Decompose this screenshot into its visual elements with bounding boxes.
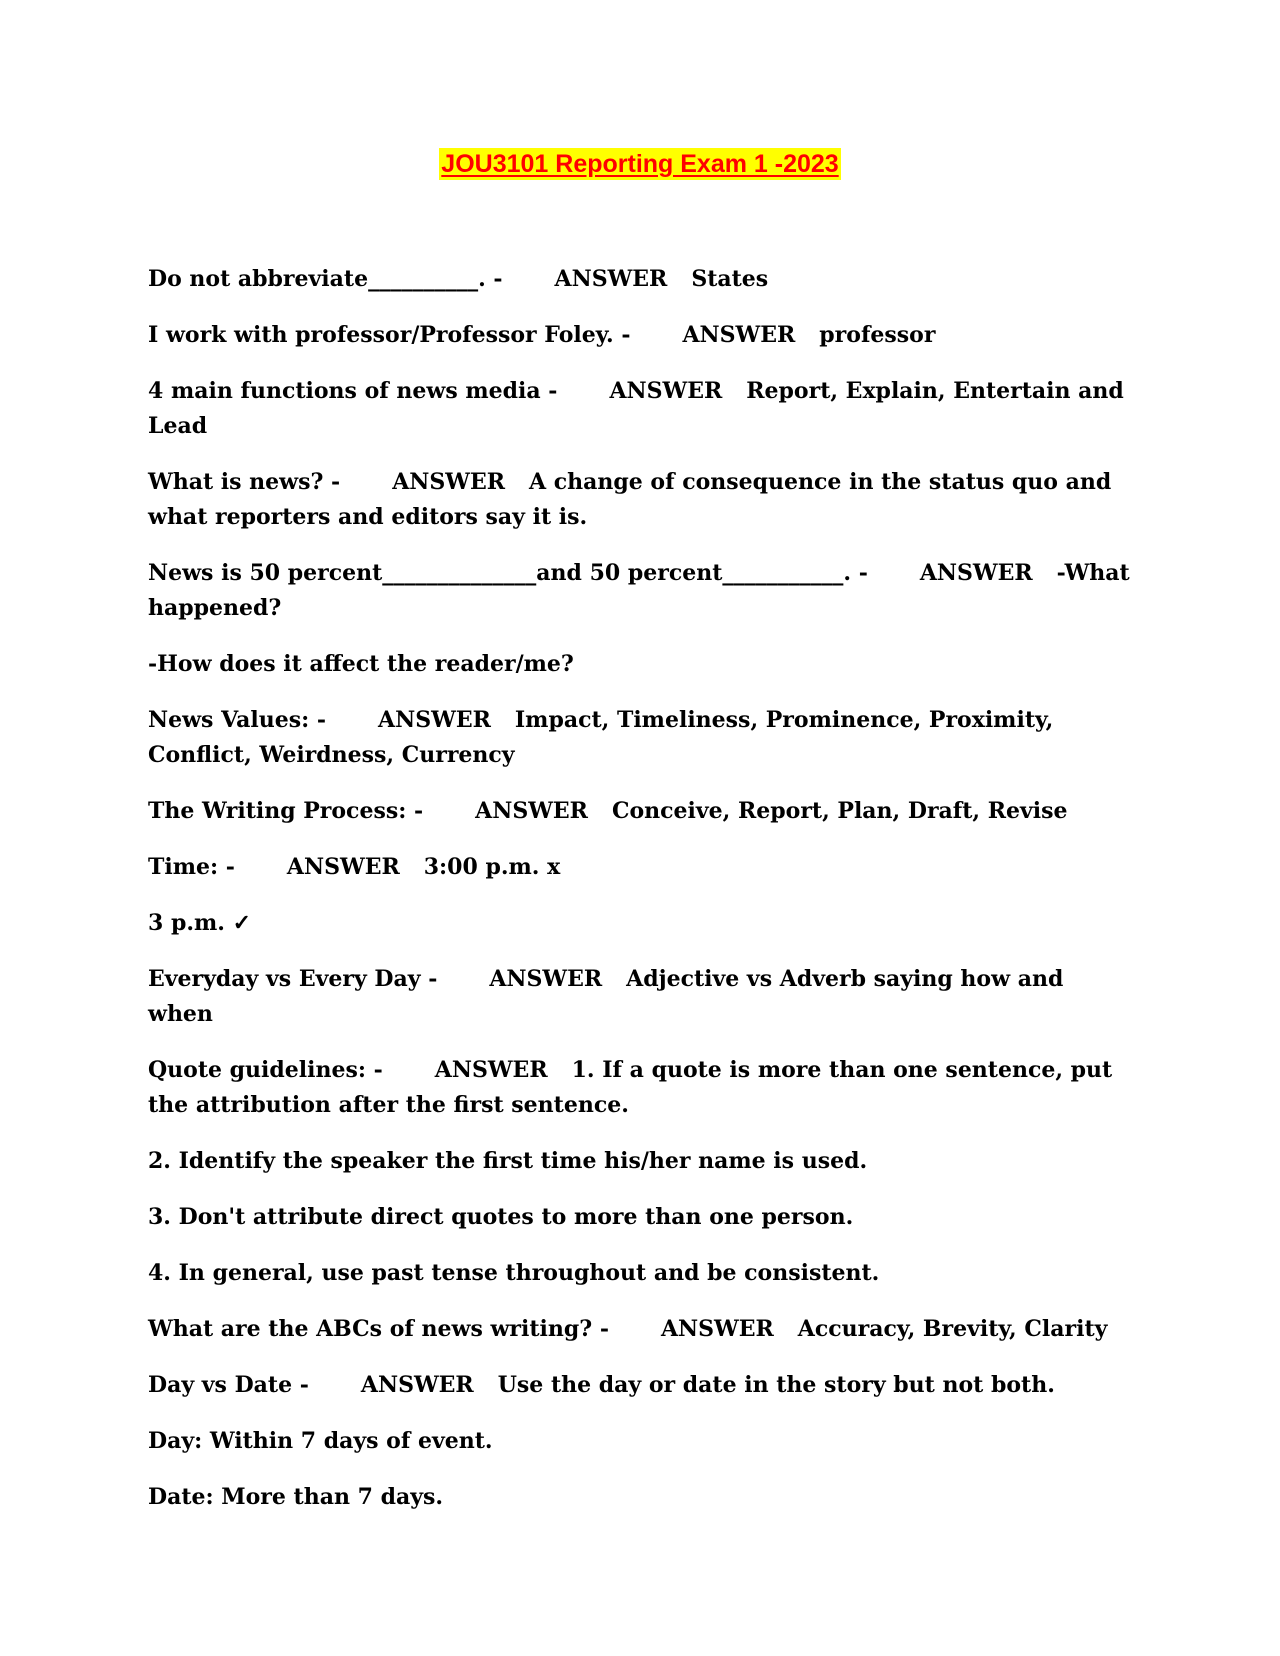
- answer-text: -What happened?: [148, 560, 1130, 621]
- answer-text: A change of consequence in the status quo and what reporters and editors say it is.: [148, 469, 1112, 530]
- qa-item-functions: [148, 374, 1133, 444]
- question-text: 4 main functions of news media -: [148, 378, 558, 404]
- question-text: Do not abbreviate__________. -: [148, 266, 503, 292]
- question-text: What are the ABCs of news writing? -: [148, 1316, 609, 1342]
- question-text: Everyday vs Every Day -: [148, 966, 438, 992]
- qa-item-writing-process: [148, 794, 1133, 829]
- answer-label: ANSWER: [660, 1316, 774, 1342]
- quote-rule: 2. Identify the speaker the first time his/her name is used.: [148, 1148, 868, 1174]
- document-body: [148, 262, 1133, 1536]
- title-wrap: [0, 148, 1280, 180]
- document-title: JOU3101 Reporting Exam 1 -2023: [441, 150, 839, 178]
- answer-text: 1. If a quote is more than one sentence, put the attribution after the first sentence.: [148, 1057, 1113, 1118]
- quote-rule: 4. In general, use past tense throughout and be consistent.: [148, 1260, 880, 1286]
- answer-label: ANSWER: [609, 378, 723, 404]
- qa-item-quote-guidelines: [148, 1053, 1133, 1123]
- answer-label: ANSWER: [682, 322, 796, 348]
- question-text: Quote guidelines: -: [148, 1057, 383, 1083]
- qa-item-news-values: [148, 703, 1133, 773]
- qa-item-news-percent: [148, 556, 1133, 626]
- question-text: Day vs Date -: [148, 1372, 309, 1398]
- question-text: What is news? -: [148, 469, 341, 495]
- answer-label: ANSWER: [378, 707, 491, 733]
- answer-label: ANSWER: [489, 966, 603, 992]
- answer-text: Use the day or date in the story but not both.: [497, 1372, 1055, 1398]
- answer-text: States: [691, 266, 769, 292]
- qa-item-day-vs-date: [148, 1368, 1133, 1403]
- answer-text: Impact, Timeliness, Prominence, Proximity, Conflict, Weirdness, Currency: [148, 707, 1054, 768]
- answer-label: ANSWER: [554, 266, 668, 292]
- qa-item-everyday: [148, 962, 1133, 1032]
- answer-label: ANSWER: [475, 798, 588, 824]
- answer-text: Accuracy, Brevity, Clarity: [797, 1316, 1108, 1342]
- question-text: News is 50 percent______________and 50 percent___________. -: [148, 560, 868, 586]
- answer-text: Adjective vs Adverb saying how and when: [148, 966, 1064, 1027]
- qa-item-professor: [148, 318, 1133, 353]
- answer-continuation: 3 p.m. ✓: [148, 910, 252, 936]
- answer-text: Report, Explain, Entertain and Lead: [148, 378, 1124, 439]
- answer-label: ANSWER: [392, 469, 506, 495]
- answer-label: ANSWER: [360, 1372, 474, 1398]
- qa-item-what-is-news: [148, 465, 1133, 535]
- qa-item-time: [148, 850, 1133, 885]
- answer-continuation: Date: More than 7 days.: [148, 1484, 444, 1510]
- answer-text: professor: [819, 322, 936, 348]
- question-text: I work with professor/Professor Foley. -: [148, 322, 631, 348]
- answer-continuation: Day: Within 7 days of event.: [148, 1428, 493, 1454]
- answer-text: 3:00 p.m. x: [423, 854, 561, 880]
- answer-text: Conceive, Report, Plan, Draft, Revise: [611, 798, 1068, 824]
- answer-continuation: -How does it affect the reader/me?: [148, 651, 574, 677]
- qa-item-abbreviate: [148, 262, 1133, 297]
- question-text: Time: -: [148, 854, 235, 880]
- answer-label: ANSWER: [286, 854, 400, 880]
- answer-label: ANSWER: [434, 1057, 548, 1083]
- quote-rule: 3. Don't attribute direct quotes to more than one person.: [148, 1204, 854, 1230]
- answer-label: ANSWER: [919, 560, 1033, 586]
- question-text: News Values: -: [148, 707, 327, 733]
- qa-item-abcs: [148, 1312, 1133, 1347]
- question-text: The Writing Process: -: [148, 798, 424, 824]
